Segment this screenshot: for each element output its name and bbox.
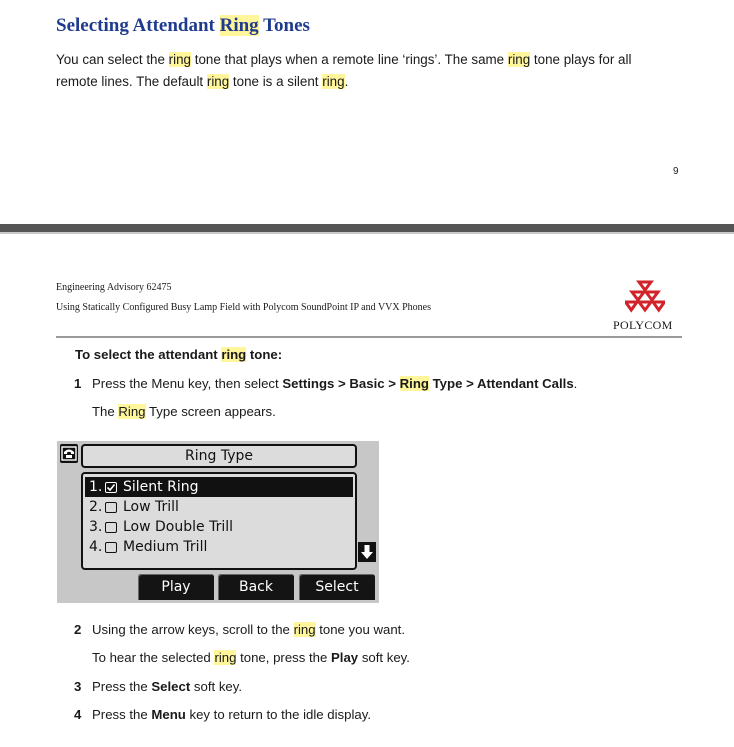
document-id: Engineering Advisory 62475 bbox=[56, 282, 172, 293]
arrow-down-icon[interactable] bbox=[358, 542, 376, 562]
phone-screen bbox=[57, 441, 379, 603]
polycom-logo-icon bbox=[625, 279, 665, 313]
step-number: 4 bbox=[74, 707, 82, 722]
screen-title: Ring Type bbox=[81, 444, 357, 468]
checkbox-unchecked bbox=[105, 522, 117, 533]
page-separator bbox=[0, 224, 734, 232]
list-item-silent-ring[interactable]: 1. Silent Ring bbox=[85, 477, 353, 497]
softkey-select[interactable]: Select bbox=[299, 574, 375, 600]
list-item-low-double-trill[interactable]: 3. Low Double Trill bbox=[89, 519, 233, 535]
step-number: 3 bbox=[74, 679, 82, 694]
softkey-back[interactable]: Back bbox=[218, 574, 294, 600]
page-separator-shadow bbox=[0, 232, 734, 234]
checkbox-checked bbox=[105, 482, 117, 493]
list-item-medium-trill[interactable]: 4. Medium Trill bbox=[89, 539, 208, 555]
ring-type-list bbox=[81, 472, 357, 570]
checkbox-unchecked bbox=[105, 502, 117, 513]
page-number: 9 bbox=[673, 166, 679, 177]
step-2-note: To hear the selected ring tone, press the Play soft key. bbox=[92, 650, 410, 665]
intro-paragraph: You can select the ring tone that plays when a remote line ‘rings’. The same ring tone plays for all remote lines. The default ring tone is a silent ring. bbox=[56, 52, 632, 89]
softkey-play[interactable]: Play bbox=[138, 574, 214, 600]
list-item-low-trill[interactable]: 2. Low Trill bbox=[89, 499, 179, 515]
step-text: Press the Menu key to return to the idle display. bbox=[92, 707, 372, 722]
step-1-note: The Ring Type screen appears. bbox=[92, 404, 276, 419]
procedure-title: To select the attendant ring tone: bbox=[75, 347, 283, 362]
step-text: Press the Menu key, then select Settings > Basic > Ring Type > Attendant Calls. bbox=[92, 376, 578, 391]
header-rule bbox=[56, 336, 682, 338]
phone-handset-icon bbox=[60, 444, 78, 463]
section-heading: Selecting Attendant Ring Tones bbox=[56, 15, 310, 36]
checkbox-unchecked bbox=[105, 542, 117, 553]
logo-wordmark: POLYCOM bbox=[613, 318, 673, 332]
step-number: 2 bbox=[74, 622, 82, 637]
step-number: 1 bbox=[74, 376, 82, 391]
step-text: Using the arrow keys, scroll to the ring tone you want. bbox=[92, 622, 406, 637]
checkmark-icon bbox=[106, 483, 116, 492]
document-subtitle: Using Statically Configured Busy Lamp Field with Polycom SoundPoint IP and VVX Phones bbox=[56, 302, 431, 313]
step-text: Press the Select soft key. bbox=[92, 679, 243, 694]
